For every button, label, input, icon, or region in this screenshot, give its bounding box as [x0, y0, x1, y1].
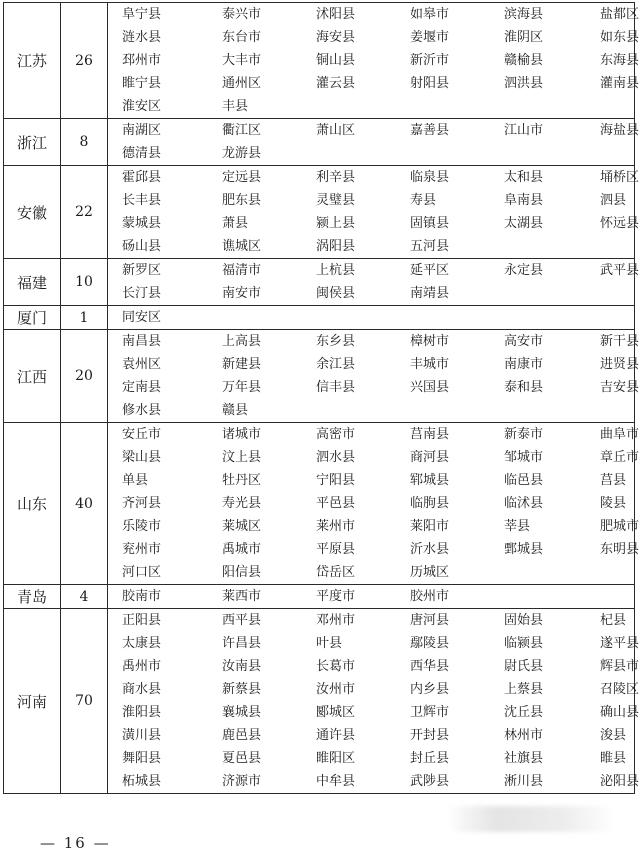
province-cell: 厦门 [4, 306, 61, 330]
county-name: 乐陵市 [122, 519, 162, 534]
table-row [4, 423, 635, 585]
county-name: 埇桥区 [600, 170, 640, 185]
county-name: 闽侯县 [316, 286, 356, 301]
county-name: 牡丹区 [222, 473, 262, 488]
county-count-cell: 70 [61, 609, 108, 794]
county-name: 肥城市 [600, 519, 640, 534]
county-name: 延平区 [410, 263, 450, 278]
county-name: 临沭县 [504, 496, 544, 511]
county-name: 潢川县 [122, 728, 162, 743]
county-name: 浚县 [600, 728, 627, 743]
county-name: 余江县 [316, 357, 356, 372]
province-cell: 山东 [4, 423, 61, 585]
county-name: 临邑县 [504, 473, 544, 488]
county-grid [108, 330, 640, 422]
county-name: 岱岳区 [316, 565, 356, 580]
county-name: 南湖区 [122, 123, 162, 138]
table-row [4, 585, 635, 609]
county-name: 睢阳区 [316, 751, 356, 766]
county-grid [108, 609, 640, 793]
county-name: 怀远县 [600, 216, 640, 231]
county-name: 东明县 [600, 542, 640, 557]
county-name: 沈丘县 [504, 705, 544, 720]
county-name: 商河县 [410, 450, 450, 465]
county-name: 颍上县 [316, 216, 356, 231]
county-grid [108, 306, 634, 329]
county-list-cell [108, 166, 640, 259]
table-row [4, 166, 635, 259]
county-name: 莘县 [504, 519, 531, 534]
county-name: 东海县 [600, 53, 640, 68]
page-number: — 16 — [40, 834, 111, 852]
county-name: 章丘市 [600, 450, 640, 465]
county-name: 萧县 [222, 216, 249, 231]
province-cell: 浙江 [4, 119, 61, 166]
county-name: 曲阜市 [600, 427, 640, 442]
county-name: 汶上县 [222, 450, 262, 465]
county-name: 袁州区 [122, 357, 162, 372]
county-name: 定南县 [122, 380, 162, 395]
county-name: 寿县 [410, 193, 437, 208]
county-name: 泗水县 [316, 450, 356, 465]
county-name: 海盐县 [600, 123, 640, 138]
county-grid [108, 119, 640, 165]
county-count-cell: 40 [61, 423, 108, 585]
county-name: 淮阳县 [122, 705, 162, 720]
province-cell: 青岛 [4, 585, 61, 609]
county-name: 阜南县 [504, 193, 544, 208]
county-name: 东乡县 [316, 334, 356, 349]
county-name: 柘城县 [122, 774, 162, 789]
county-grid [108, 3, 640, 118]
county-name: 兖州市 [122, 542, 162, 557]
county-name: 谯城区 [222, 239, 262, 254]
county-table-body [4, 3, 640, 794]
county-name: 辉县市 [600, 659, 640, 674]
county-name: 长汀县 [122, 286, 162, 301]
county-name: 河口区 [122, 565, 162, 580]
county-name: 尉氏县 [504, 659, 544, 674]
county-name: 临朐县 [410, 496, 450, 511]
county-name: 盐都区 [600, 7, 640, 22]
county-grid [108, 166, 640, 258]
county-name: 进贤县 [600, 357, 640, 372]
county-name: 太和县 [504, 170, 544, 185]
county-name: 叶县 [316, 636, 343, 651]
county-name: 汝州市 [316, 682, 356, 697]
county-name: 丰县 [222, 99, 249, 114]
county-name: 涡阳县 [316, 239, 356, 254]
county-name: 平度市 [316, 589, 356, 604]
county-name: 莱阳市 [410, 519, 450, 534]
county-name: 兴国县 [410, 380, 450, 395]
county-name: 邳州市 [122, 53, 162, 68]
county-name: 嘉善县 [410, 123, 450, 138]
county-name: 定远县 [222, 170, 262, 185]
county-name: 邓州市 [316, 613, 356, 628]
county-name: 太湖县 [504, 216, 544, 231]
province-cell: 安徽 [4, 166, 61, 259]
county-name: 莱西市 [222, 589, 262, 604]
county-name: 如东县 [600, 30, 640, 45]
county-name: 沂水县 [410, 542, 450, 557]
county-list-cell [108, 119, 640, 166]
county-name: 信丰县 [316, 380, 356, 395]
county-name: 莱州市 [316, 519, 356, 534]
county-name: 齐河县 [122, 496, 162, 511]
county-name: 新罗区 [122, 263, 162, 278]
county-list-cell [108, 330, 640, 423]
county-name: 舞阳县 [122, 751, 162, 766]
county-name: 同安区 [122, 310, 162, 325]
county-name: 平邑县 [316, 496, 356, 511]
county-name: 夏邑县 [222, 751, 262, 766]
county-name: 大丰市 [222, 53, 262, 68]
county-list-cell [108, 3, 640, 119]
province-cell: 河南 [4, 609, 61, 794]
watermark-blur [446, 806, 616, 832]
county-name: 胶州市 [410, 589, 450, 604]
county-name: 内乡县 [410, 682, 450, 697]
county-name: 吉安县 [600, 380, 640, 395]
county-name: 平原县 [316, 542, 356, 557]
table-row [4, 306, 635, 330]
table-row [4, 3, 635, 119]
county-name: 上杭县 [316, 263, 356, 278]
county-list-cell [108, 259, 640, 306]
county-name: 淅川县 [504, 774, 544, 789]
county-name: 历城区 [410, 565, 450, 580]
county-name: 南康市 [504, 357, 544, 372]
county-name: 睢县 [600, 751, 627, 766]
county-name: 阜宁县 [122, 7, 162, 22]
county-name: 商水县 [122, 682, 162, 697]
county-name: 南安市 [222, 286, 262, 301]
county-count-cell: 22 [61, 166, 108, 259]
county-name: 如皋市 [410, 7, 450, 22]
county-name: 太康县 [122, 636, 162, 651]
county-name: 泌阳县 [600, 774, 640, 789]
county-name: 确山县 [600, 705, 640, 720]
county-name: 修水县 [122, 403, 162, 418]
county-name: 莱城区 [222, 519, 262, 534]
county-name: 杞县 [600, 613, 627, 628]
county-name: 固镇县 [410, 216, 450, 231]
county-name: 滨海县 [504, 7, 544, 22]
county-name: 海安县 [316, 30, 356, 45]
county-name: 莒南县 [410, 427, 450, 442]
county-name: 灌南县 [600, 76, 640, 91]
county-name: 开封县 [410, 728, 450, 743]
county-name: 射阳县 [410, 76, 450, 91]
county-name: 南昌县 [122, 334, 162, 349]
county-name: 淮安区 [122, 99, 162, 114]
province-cell: 江西 [4, 330, 61, 423]
county-name: 霍邱县 [122, 170, 162, 185]
county-count-cell: 1 [61, 306, 108, 330]
table-row [4, 609, 635, 794]
county-name: 莒县 [600, 473, 627, 488]
county-count-cell: 4 [61, 585, 108, 609]
province-cell: 福建 [4, 259, 61, 306]
county-name: 萧山区 [316, 123, 356, 138]
county-name: 新干县 [600, 334, 640, 349]
county-name: 诸城市 [222, 427, 262, 442]
county-table [3, 2, 640, 794]
county-name: 赣榆县 [504, 53, 544, 68]
county-name: 中牟县 [316, 774, 356, 789]
county-name: 淮阴区 [504, 30, 544, 45]
county-name: 睢宁县 [122, 76, 162, 91]
county-name: 灵璧县 [316, 193, 356, 208]
county-name: 泗洪县 [504, 76, 544, 91]
county-name: 五河县 [410, 239, 450, 254]
county-name: 万年县 [222, 380, 262, 395]
county-name: 利辛县 [316, 170, 356, 185]
county-name: 寿光县 [222, 496, 262, 511]
county-name: 宁阳县 [316, 473, 356, 488]
county-name: 丰城市 [410, 357, 450, 372]
county-name: 铜山县 [316, 53, 356, 68]
county-name: 社旗县 [504, 751, 544, 766]
county-list-cell [108, 609, 640, 794]
county-name: 高密市 [316, 427, 356, 442]
county-name: 许昌县 [222, 636, 262, 651]
county-name: 武平县 [600, 263, 640, 278]
county-name: 肥东县 [222, 193, 262, 208]
county-name: 鄄城县 [504, 542, 544, 557]
county-name: 单县 [122, 473, 149, 488]
county-name: 涟水县 [122, 30, 162, 45]
county-name: 赣县 [222, 403, 249, 418]
county-count-cell: 20 [61, 330, 108, 423]
county-grid [108, 585, 634, 608]
table-row [4, 119, 635, 166]
county-name: 姜堰市 [410, 30, 450, 45]
county-grid [108, 259, 640, 305]
county-name: 新泰市 [504, 427, 544, 442]
county-name: 上蔡县 [504, 682, 544, 697]
county-name: 灌云县 [316, 76, 356, 91]
county-grid [108, 423, 640, 584]
county-name: 正阳县 [122, 613, 162, 628]
county-count-cell: 8 [61, 119, 108, 166]
county-name: 邹城市 [504, 450, 544, 465]
county-name: 泰兴市 [222, 7, 262, 22]
county-name: 龙游县 [222, 146, 262, 161]
county-name: 上高县 [222, 334, 262, 349]
county-name: 唐河县 [410, 613, 450, 628]
county-name: 高安市 [504, 334, 544, 349]
province-cell: 江苏 [4, 3, 61, 119]
county-name: 武陟县 [410, 774, 450, 789]
county-name: 樟树市 [410, 334, 450, 349]
county-name: 衢江区 [222, 123, 262, 138]
county-name: 阳信县 [222, 565, 262, 580]
county-name: 郾城区 [316, 705, 356, 720]
county-name: 东台市 [222, 30, 262, 45]
county-count-cell: 10 [61, 259, 108, 306]
county-list-cell [108, 423, 640, 585]
county-name: 长葛市 [316, 659, 356, 674]
county-name: 济源市 [222, 774, 262, 789]
table-row [4, 330, 635, 423]
county-list-cell [108, 306, 635, 330]
county-name: 新建县 [222, 357, 262, 372]
county-name: 禹城市 [222, 542, 262, 557]
county-name: 遂平县 [600, 636, 640, 651]
county-name: 鄢陵县 [410, 636, 450, 651]
county-list-cell [108, 585, 635, 609]
county-name: 安丘市 [122, 427, 162, 442]
county-name: 通许县 [316, 728, 356, 743]
county-name: 福清市 [222, 263, 262, 278]
county-name: 西平县 [222, 613, 262, 628]
county-name: 禹州市 [122, 659, 162, 674]
county-name: 胶南市 [122, 589, 162, 604]
county-name: 固始县 [504, 613, 544, 628]
county-name: 鹿邑县 [222, 728, 262, 743]
county-name: 襄城县 [222, 705, 262, 720]
county-name: 临泉县 [410, 170, 450, 185]
county-name: 通州区 [222, 76, 262, 91]
county-name: 泗县 [600, 193, 627, 208]
county-name: 德清县 [122, 146, 162, 161]
county-name: 新蔡县 [222, 682, 262, 697]
county-name: 沭阳县 [316, 7, 356, 22]
county-name: 泰和县 [504, 380, 544, 395]
county-name: 南靖县 [410, 286, 450, 301]
county-name: 召陵区 [600, 682, 640, 697]
county-name: 江山市 [504, 123, 544, 138]
county-name: 陵县 [600, 496, 627, 511]
county-name: 长丰县 [122, 193, 162, 208]
county-name: 西华县 [410, 659, 450, 674]
county-name: 郓城县 [410, 473, 450, 488]
county-name: 封丘县 [410, 751, 450, 766]
county-name: 新沂市 [410, 53, 450, 68]
county-count-cell: 26 [61, 3, 108, 119]
county-name: 临颍县 [504, 636, 544, 651]
county-name: 梁山县 [122, 450, 162, 465]
table-row [4, 259, 635, 306]
county-name: 永定县 [504, 263, 544, 278]
county-name: 汝南县 [222, 659, 262, 674]
county-name: 砀山县 [122, 239, 162, 254]
county-name: 蒙城县 [122, 216, 162, 231]
county-name: 林州市 [504, 728, 544, 743]
county-name: 卫辉市 [410, 705, 450, 720]
